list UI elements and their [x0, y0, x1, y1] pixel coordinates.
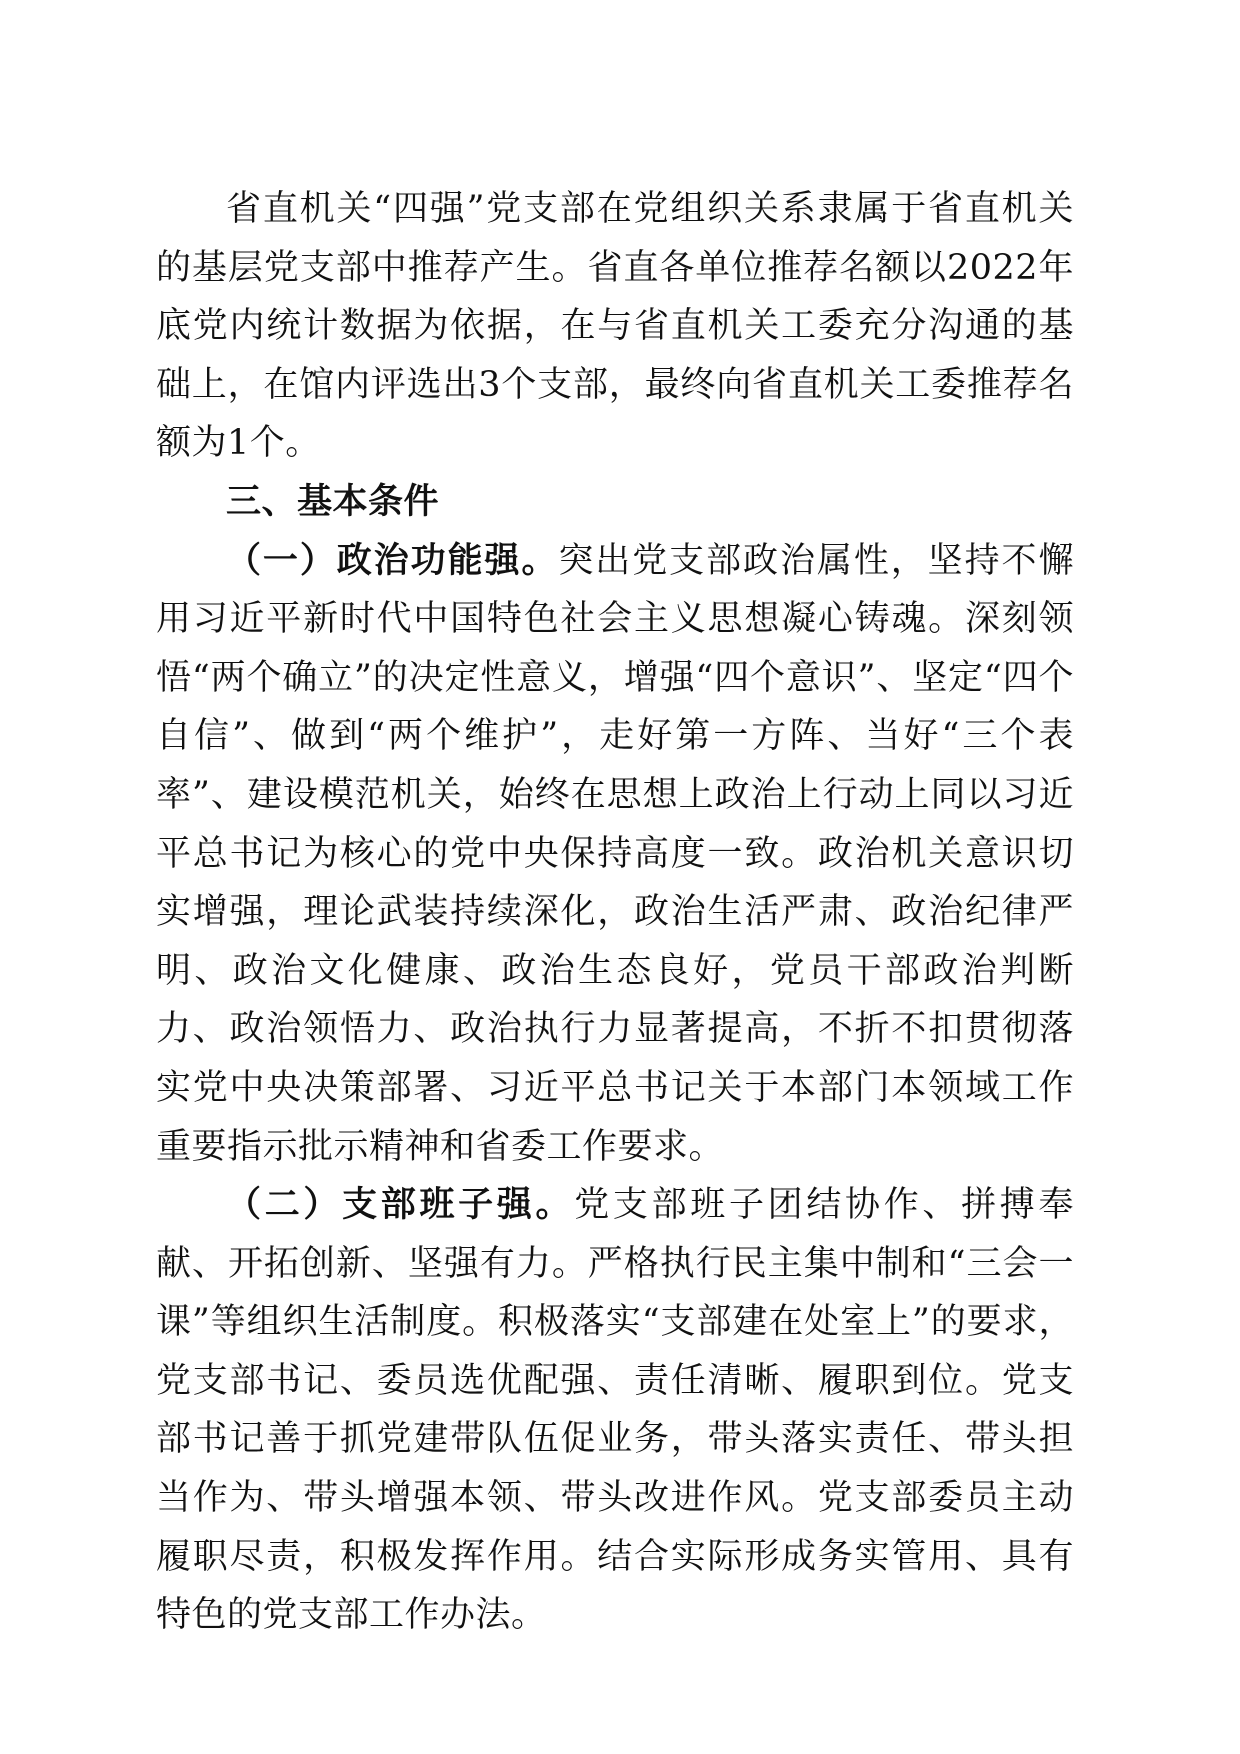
item2-paragraph: [156, 1176, 1074, 1645]
item1-lead: （一）政治功能强。: [226, 540, 559, 581]
section-heading: 三、基本条件: [226, 481, 440, 522]
intro-paragraph: [156, 180, 1074, 473]
item2-lead: （二）支部班子强。: [226, 1185, 575, 1226]
item1-body: 突出党支部政治属性，坚持不懈用习近平新时代中国特色社会主义思想凝心铸魂。深刻领悟“两个确立”的决定性意义，增强“四个意识”、坚定“四个自信”、做到“两个维护”，走好第一方阵、当好“三个表率”、建设模范机关，始终在思想上政治上行动上同以习近平总书记为核心的党中央保持高度一致。政治机关意识切实增强，理论武装持续深化，政治生活严肃、政治纪律严明、政治文化健康、政治生态良好，党员干部政治判断力、政治领悟力、政治执行力显著提高，不折不扣贯彻落实党中央决策部署、习近平总书记关于本部门本领域工作重要指示批示精神和省委工作要求。: [156, 540, 1074, 1167]
item1-paragraph: [156, 532, 1074, 1177]
intro-paragraph-text: 省直机关“四强”党支部在党组织关系隶属于省直机关的基层党支部中推荐产生。省直各单位推荐名额以2022年底党内统计数据为依据，在与省直机关工委充分沟通的基础上，在馆内评选出3个支部，最终向省直机关工委推荐名额为1个。: [156, 189, 1074, 464]
item2-body: 党支部班子团结协作、拼搏奉献、开拓创新、坚强有力。严格执行民主集中制和“三会一课”等组织生活制度。积极落实“支部建在处室上”的要求，党支部书记、委员选优配强、责任清晰、履职到位。党支部书记善于抓党建带队伍促业务，带头落实责任、带头担当作为、带头增强本领、带头改进作风。党支部委员主动履职尽责，积极发挥作用。结合实际形成务实管用、具有特色的党支部工作办法。: [156, 1185, 1074, 1636]
document-body: [156, 180, 1074, 1645]
